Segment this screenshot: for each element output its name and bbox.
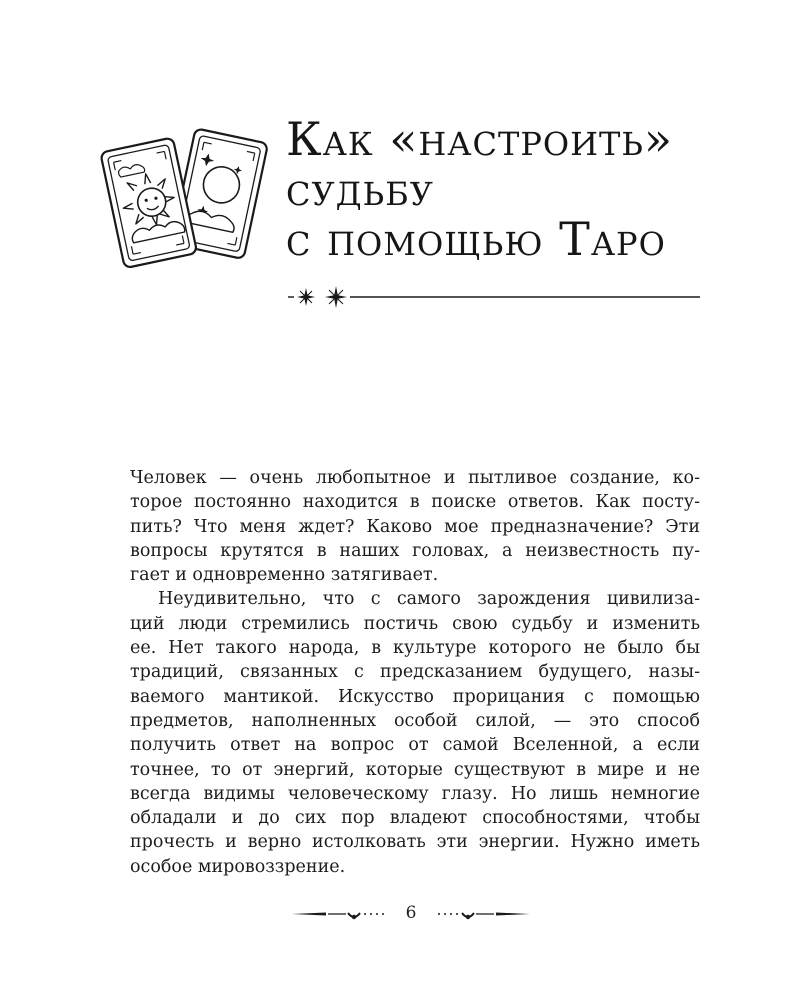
- text-line: прочесть и верно истолковать эти энергии. Нужно иметь: [130, 832, 700, 853]
- page-title: [286, 114, 706, 264]
- text-line: особое мировоззрение.: [130, 856, 346, 877]
- text-line: обладали и до сих пор владеют способностями, чтобы: [130, 808, 700, 829]
- title-ornament: [284, 284, 704, 310]
- text-line: точнее, то от энергий, которые существуют в мире и не: [130, 759, 700, 780]
- text-line: ее. Нет такого народа, в культуре которого не было бы: [130, 638, 700, 659]
- tarot-cards-icon: [96, 126, 276, 268]
- text-line: ваемого мантикой. Искусство прорицания с помощью: [130, 686, 700, 707]
- text-line: Человек — очень любопытное и пытливое создание, ко-: [130, 468, 700, 488]
- text-line: всегда видимы человеческому глазу. Но лишь немногие: [130, 783, 700, 804]
- text-line: торое постоянно находится в поиске ответов. Как посту-: [130, 492, 700, 513]
- sparkle-star-icon: [325, 286, 347, 308]
- text-line: получить ответ на вопрос от самой Вселенной, а если: [130, 735, 700, 756]
- text-line: вопросы крутятся в наших головах, а неизвестность пу-: [130, 540, 700, 561]
- page-number: 6: [405, 903, 417, 923]
- text-line: ций люди стремились постичь свою судьбу и изменить: [130, 613, 700, 634]
- text-line: предметов, наполненных особой силой, — это способ: [130, 710, 700, 731]
- title-line: Как «настроить»: [286, 112, 674, 166]
- text-line: Неудивительно, что с самого зарождения цивилиза-: [158, 589, 700, 610]
- body-text: [130, 466, 700, 879]
- title-line: с помощью Таро: [286, 212, 666, 266]
- title-line: судьбу: [286, 162, 434, 216]
- text-line: гает и одновременно затягивает.: [130, 565, 439, 586]
- text-line: пить? Что меня ждет? Каково мое предназначение? Эти: [130, 516, 700, 537]
- text-line: традиций, связанных с предсказанием будущего, назы-: [130, 662, 700, 683]
- sparkle-star-icon: [297, 288, 315, 306]
- page-footer: [286, 902, 536, 926]
